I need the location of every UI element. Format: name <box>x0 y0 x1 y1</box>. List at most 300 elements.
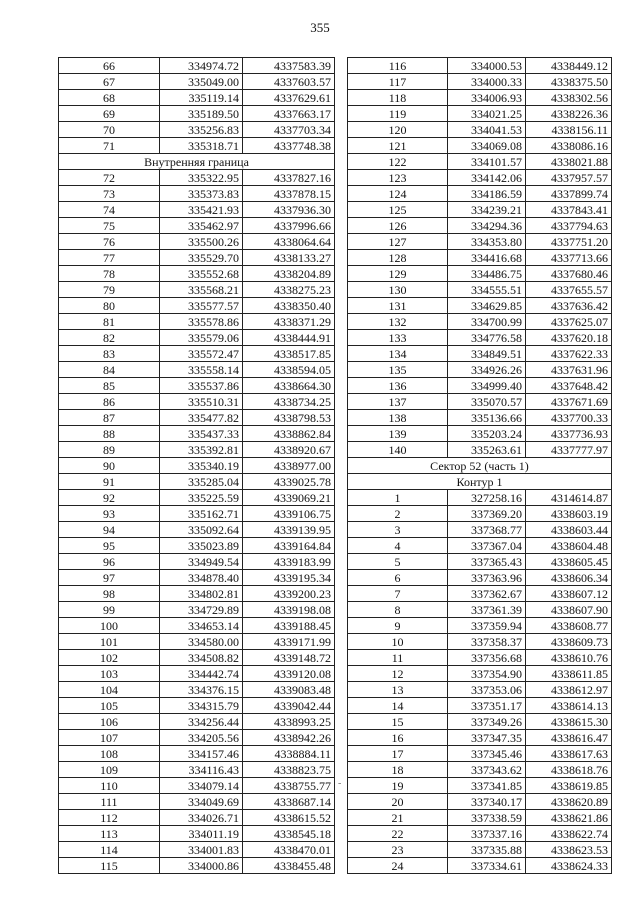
section-title: Внутренняя граница <box>59 154 335 170</box>
point-number-cell: 16 <box>348 730 448 746</box>
y-coordinate-cell: 4337663.17 <box>243 106 335 122</box>
table-row <box>348 522 612 538</box>
point-number-cell: 14 <box>348 698 448 714</box>
x-coordinate-cell: 334653.14 <box>160 618 243 634</box>
table-row <box>59 794 335 810</box>
y-coordinate-cell: 4338624.33 <box>526 858 612 874</box>
y-coordinate-cell: 4338375.50 <box>526 74 612 90</box>
x-coordinate-cell: 334000.86 <box>160 858 243 874</box>
point-number-cell: 109 <box>59 762 160 778</box>
y-coordinate-cell: 4339164.84 <box>243 538 335 554</box>
x-coordinate-cell: 335092.64 <box>160 522 243 538</box>
point-number-cell: 130 <box>348 282 448 298</box>
table-row <box>348 234 612 250</box>
y-coordinate-cell: 4337631.96 <box>526 362 612 378</box>
table-row <box>59 602 335 618</box>
table-row <box>348 170 612 186</box>
table-row <box>59 282 335 298</box>
point-number-cell: 118 <box>348 90 448 106</box>
x-coordinate-cell: 335392.81 <box>160 442 243 458</box>
point-number-cell: 137 <box>348 394 448 410</box>
y-coordinate-cell: 4337583.39 <box>243 58 335 74</box>
y-coordinate-cell: 4338623.53 <box>526 842 612 858</box>
point-number-cell: 119 <box>348 106 448 122</box>
point-number-cell: 73 <box>59 186 160 202</box>
x-coordinate-cell: 334101.57 <box>448 154 526 170</box>
y-coordinate-cell: 4338594.05 <box>243 362 335 378</box>
coordinates-table-left <box>58 57 335 874</box>
point-number-cell: 120 <box>348 122 448 138</box>
point-number-cell: 71 <box>59 138 160 154</box>
x-coordinate-cell: 334294.36 <box>448 218 526 234</box>
x-coordinate-cell: 334442.74 <box>160 666 243 682</box>
y-coordinate-cell: 4339198.08 <box>243 602 335 618</box>
x-coordinate-cell: 337363.96 <box>448 570 526 586</box>
table-row <box>348 634 612 650</box>
x-coordinate-cell: 337351.17 <box>448 698 526 714</box>
table-row <box>59 250 335 266</box>
table-row <box>348 186 612 202</box>
table-row <box>59 810 335 826</box>
y-coordinate-cell: 4337748.38 <box>243 138 335 154</box>
table-row <box>348 666 612 682</box>
point-number-cell: 76 <box>59 234 160 250</box>
y-coordinate-cell: 4339148.72 <box>243 650 335 666</box>
x-coordinate-cell: 334999.40 <box>448 378 526 394</box>
point-number-cell: 85 <box>59 378 160 394</box>
x-coordinate-cell: 337358.37 <box>448 634 526 650</box>
x-coordinate-cell: 337365.43 <box>448 554 526 570</box>
y-coordinate-cell: 4338616.47 <box>526 730 612 746</box>
x-coordinate-cell: 334186.59 <box>448 186 526 202</box>
point-number-cell: 19 <box>348 778 448 794</box>
table-row <box>348 282 612 298</box>
y-coordinate-cell: 4337620.18 <box>526 330 612 346</box>
y-coordinate-cell: 4314614.87 <box>526 490 612 506</box>
y-coordinate-cell: 4338618.76 <box>526 762 612 778</box>
table-row <box>348 298 612 314</box>
x-coordinate-cell: 335572.47 <box>160 346 243 362</box>
y-coordinate-cell: 4338086.16 <box>526 138 612 154</box>
point-number-cell: 70 <box>59 122 160 138</box>
y-coordinate-cell: 4337603.57 <box>243 74 335 90</box>
table-row <box>348 106 612 122</box>
table-row <box>59 202 335 218</box>
point-number-cell: 104 <box>59 682 160 698</box>
x-coordinate-cell: 334006.93 <box>448 90 526 106</box>
table-row <box>348 714 612 730</box>
point-number-cell: 8 <box>348 602 448 618</box>
x-coordinate-cell: 335203.24 <box>448 426 526 442</box>
x-coordinate-cell: 335225.59 <box>160 490 243 506</box>
table-row <box>59 570 335 586</box>
x-coordinate-cell: 335462.97 <box>160 218 243 234</box>
point-number-cell: 6 <box>348 570 448 586</box>
x-coordinate-cell: 334205.56 <box>160 730 243 746</box>
table-row <box>348 602 612 618</box>
y-coordinate-cell: 4337843.41 <box>526 202 612 218</box>
scan-speck: - <box>338 778 342 789</box>
y-coordinate-cell: 4338823.75 <box>243 762 335 778</box>
table-row <box>348 442 612 458</box>
point-number-cell: 133 <box>348 330 448 346</box>
x-coordinate-cell: 335318.71 <box>160 138 243 154</box>
table-row <box>348 554 612 570</box>
x-coordinate-cell: 335049.00 <box>160 74 243 90</box>
y-coordinate-cell: 4338302.56 <box>526 90 612 106</box>
y-coordinate-cell: 4338884.11 <box>243 746 335 762</box>
point-number-cell: 121 <box>348 138 448 154</box>
x-coordinate-cell: 335577.57 <box>160 298 243 314</box>
y-coordinate-cell: 4338226.36 <box>526 106 612 122</box>
y-coordinate-cell: 4339025.78 <box>243 474 335 490</box>
table-row <box>348 650 612 666</box>
y-coordinate-cell: 4339069.21 <box>243 490 335 506</box>
table-row <box>59 554 335 570</box>
x-coordinate-cell: 337349.26 <box>448 714 526 730</box>
table-row <box>348 330 612 346</box>
table-row <box>59 218 335 234</box>
x-coordinate-cell: 337347.35 <box>448 730 526 746</box>
point-number-cell: 92 <box>59 490 160 506</box>
point-number-cell: 131 <box>348 298 448 314</box>
x-coordinate-cell: 335340.19 <box>160 458 243 474</box>
y-coordinate-cell: 4338603.19 <box>526 506 612 522</box>
x-coordinate-cell: 335578.86 <box>160 314 243 330</box>
y-coordinate-cell: 4338942.26 <box>243 730 335 746</box>
section-header-row <box>348 458 612 474</box>
x-coordinate-cell: 334878.40 <box>160 570 243 586</box>
point-number-cell: 124 <box>348 186 448 202</box>
y-coordinate-cell: 4337899.74 <box>526 186 612 202</box>
y-coordinate-cell: 4339188.45 <box>243 618 335 634</box>
table-row <box>59 586 335 602</box>
table-row <box>59 298 335 314</box>
x-coordinate-cell: 334142.06 <box>448 170 526 186</box>
table-row <box>348 698 612 714</box>
x-coordinate-cell: 337354.90 <box>448 666 526 682</box>
y-coordinate-cell: 4338620.89 <box>526 794 612 810</box>
x-coordinate-cell: 334486.75 <box>448 266 526 282</box>
y-coordinate-cell: 4338350.40 <box>243 298 335 314</box>
y-coordinate-cell: 4338664.30 <box>243 378 335 394</box>
x-coordinate-cell: 334776.58 <box>448 330 526 346</box>
x-coordinate-cell: 334555.51 <box>448 282 526 298</box>
point-number-cell: 82 <box>59 330 160 346</box>
x-coordinate-cell: 335579.06 <box>160 330 243 346</box>
y-coordinate-cell: 4338622.74 <box>526 826 612 842</box>
table-row <box>348 842 612 858</box>
y-coordinate-cell: 4337703.34 <box>243 122 335 138</box>
x-coordinate-cell: 337345.46 <box>448 746 526 762</box>
table-row <box>348 90 612 106</box>
section-title: Контур 1 <box>348 474 612 490</box>
table-row <box>348 858 612 874</box>
point-number-cell: 69 <box>59 106 160 122</box>
table-row <box>348 74 612 90</box>
y-coordinate-cell: 4338993.25 <box>243 714 335 730</box>
section-header-row <box>348 474 612 490</box>
point-number-cell: 93 <box>59 506 160 522</box>
x-coordinate-cell: 335256.83 <box>160 122 243 138</box>
table-row <box>59 426 335 442</box>
point-number-cell: 67 <box>59 74 160 90</box>
y-coordinate-cell: 4339183.99 <box>243 554 335 570</box>
table-row <box>59 858 335 874</box>
point-number-cell: 126 <box>348 218 448 234</box>
point-number-cell: 13 <box>348 682 448 698</box>
y-coordinate-cell: 4338517.85 <box>243 346 335 362</box>
x-coordinate-cell: 337343.62 <box>448 762 526 778</box>
point-number-cell: 139 <box>348 426 448 442</box>
x-coordinate-cell: 334802.81 <box>160 586 243 602</box>
point-number-cell: 23 <box>348 842 448 858</box>
x-coordinate-cell: 334580.00 <box>160 634 243 650</box>
x-coordinate-cell: 327258.16 <box>448 490 526 506</box>
point-number-cell: 84 <box>59 362 160 378</box>
point-number-cell: 98 <box>59 586 160 602</box>
table-row <box>59 138 335 154</box>
y-coordinate-cell: 4338605.45 <box>526 554 612 570</box>
point-number-cell: 96 <box>59 554 160 570</box>
x-coordinate-cell: 334508.82 <box>160 650 243 666</box>
point-number-cell: 94 <box>59 522 160 538</box>
point-number-cell: 87 <box>59 410 160 426</box>
point-number-cell: 102 <box>59 650 160 666</box>
x-coordinate-cell: 335421.93 <box>160 202 243 218</box>
y-coordinate-cell: 4339200.23 <box>243 586 335 602</box>
x-coordinate-cell: 334353.80 <box>448 234 526 250</box>
table-row <box>59 170 335 186</box>
point-number-cell: 72 <box>59 170 160 186</box>
x-coordinate-cell: 337361.39 <box>448 602 526 618</box>
y-coordinate-cell: 4338607.12 <box>526 586 612 602</box>
x-coordinate-cell: 337334.61 <box>448 858 526 874</box>
point-number-cell: 132 <box>348 314 448 330</box>
x-coordinate-cell: 335552.68 <box>160 266 243 282</box>
y-coordinate-cell: 4338371.29 <box>243 314 335 330</box>
x-coordinate-cell: 334700.99 <box>448 314 526 330</box>
table-row <box>348 794 612 810</box>
x-coordinate-cell: 335285.04 <box>160 474 243 490</box>
table-row <box>59 74 335 90</box>
point-number-cell: 101 <box>59 634 160 650</box>
point-number-cell: 12 <box>348 666 448 682</box>
x-coordinate-cell: 334049.69 <box>160 794 243 810</box>
y-coordinate-cell: 4339139.95 <box>243 522 335 538</box>
x-coordinate-cell: 337356.68 <box>448 650 526 666</box>
table-row <box>348 362 612 378</box>
x-coordinate-cell: 337353.06 <box>448 682 526 698</box>
table-row <box>59 650 335 666</box>
point-number-cell: 140 <box>348 442 448 458</box>
point-number-cell: 17 <box>348 746 448 762</box>
point-number-cell: 110 <box>59 778 160 794</box>
table-row <box>348 762 612 778</box>
table-row <box>59 410 335 426</box>
x-coordinate-cell: 334000.33 <box>448 74 526 90</box>
y-coordinate-cell: 4338619.85 <box>526 778 612 794</box>
y-coordinate-cell: 4338977.00 <box>243 458 335 474</box>
table-row <box>348 778 612 794</box>
table-row <box>59 122 335 138</box>
x-coordinate-cell: 334926.26 <box>448 362 526 378</box>
table-row <box>59 538 335 554</box>
y-coordinate-cell: 4338021.88 <box>526 154 612 170</box>
table-row <box>59 522 335 538</box>
x-coordinate-cell: 334069.08 <box>448 138 526 154</box>
x-coordinate-cell: 334116.43 <box>160 762 243 778</box>
x-coordinate-cell: 335070.57 <box>448 394 526 410</box>
table-row <box>348 570 612 586</box>
x-coordinate-cell: 334021.25 <box>448 106 526 122</box>
table-row <box>348 202 612 218</box>
y-coordinate-cell: 4338064.64 <box>243 234 335 250</box>
x-coordinate-cell: 337335.88 <box>448 842 526 858</box>
x-coordinate-cell: 334729.89 <box>160 602 243 618</box>
point-number-cell: 77 <box>59 250 160 266</box>
point-number-cell: 86 <box>59 394 160 410</box>
point-number-cell: 91 <box>59 474 160 490</box>
point-number-cell: 20 <box>348 794 448 810</box>
y-coordinate-cell: 4338617.63 <box>526 746 612 762</box>
table-row <box>348 250 612 266</box>
table-row <box>348 618 612 634</box>
y-coordinate-cell: 4337625.07 <box>526 314 612 330</box>
x-coordinate-cell: 335510.31 <box>160 394 243 410</box>
table-row <box>59 714 335 730</box>
point-number-cell: 136 <box>348 378 448 394</box>
x-coordinate-cell: 334974.72 <box>160 58 243 74</box>
x-coordinate-cell: 334041.53 <box>448 122 526 138</box>
x-coordinate-cell: 335500.26 <box>160 234 243 250</box>
table-row <box>59 826 335 842</box>
point-number-cell: 79 <box>59 282 160 298</box>
point-number-cell: 105 <box>59 698 160 714</box>
x-coordinate-cell: 337369.20 <box>448 506 526 522</box>
y-coordinate-cell: 4338920.67 <box>243 442 335 458</box>
point-number-cell: 103 <box>59 666 160 682</box>
y-coordinate-cell: 4337777.97 <box>526 442 612 458</box>
table-row <box>348 346 612 362</box>
point-number-cell: 9 <box>348 618 448 634</box>
point-number-cell: 138 <box>348 410 448 426</box>
table-row <box>59 442 335 458</box>
point-number-cell: 5 <box>348 554 448 570</box>
y-coordinate-cell: 4338614.13 <box>526 698 612 714</box>
table-row <box>348 378 612 394</box>
point-number-cell: 129 <box>348 266 448 282</box>
y-coordinate-cell: 4337636.42 <box>526 298 612 314</box>
table-row <box>59 490 335 506</box>
point-number-cell: 15 <box>348 714 448 730</box>
point-number-cell: 21 <box>348 810 448 826</box>
x-coordinate-cell: 337362.67 <box>448 586 526 602</box>
point-number-cell: 66 <box>59 58 160 74</box>
y-coordinate-cell: 4338449.12 <box>526 58 612 74</box>
x-coordinate-cell: 334629.85 <box>448 298 526 314</box>
table-row <box>348 394 612 410</box>
y-coordinate-cell: 4339106.75 <box>243 506 335 522</box>
point-number-cell: 95 <box>59 538 160 554</box>
x-coordinate-cell: 334157.46 <box>160 746 243 762</box>
x-coordinate-cell: 334315.79 <box>160 698 243 714</box>
section-title: Сектор 52 (часть 1) <box>348 458 612 474</box>
y-coordinate-cell: 4337827.16 <box>243 170 335 186</box>
x-coordinate-cell: 335162.71 <box>160 506 243 522</box>
y-coordinate-cell: 4338133.27 <box>243 250 335 266</box>
y-coordinate-cell: 4338611.85 <box>526 666 612 682</box>
y-coordinate-cell: 4338612.97 <box>526 682 612 698</box>
point-number-cell: 11 <box>348 650 448 666</box>
point-number-cell: 68 <box>59 90 160 106</box>
y-coordinate-cell: 4338862.84 <box>243 426 335 442</box>
table-row <box>348 586 612 602</box>
y-coordinate-cell: 4337648.42 <box>526 378 612 394</box>
table-row <box>59 378 335 394</box>
table-row <box>59 58 335 74</box>
table-row <box>59 762 335 778</box>
x-coordinate-cell: 335136.66 <box>448 410 526 426</box>
table-row <box>59 458 335 474</box>
y-coordinate-cell: 4337751.20 <box>526 234 612 250</box>
table-row <box>59 362 335 378</box>
x-coordinate-cell: 334239.21 <box>448 202 526 218</box>
x-coordinate-cell: 335023.89 <box>160 538 243 554</box>
y-coordinate-cell: 4337671.69 <box>526 394 612 410</box>
point-number-cell: 100 <box>59 618 160 634</box>
x-coordinate-cell: 335263.61 <box>448 442 526 458</box>
x-coordinate-cell: 334000.53 <box>448 58 526 74</box>
x-coordinate-cell: 335529.70 <box>160 250 243 266</box>
y-coordinate-cell: 4338755.77 <box>243 778 335 794</box>
point-number-cell: 7 <box>348 586 448 602</box>
point-number-cell: 90 <box>59 458 160 474</box>
y-coordinate-cell: 4338615.30 <box>526 714 612 730</box>
point-number-cell: 10 <box>348 634 448 650</box>
x-coordinate-cell: 335119.14 <box>160 90 243 106</box>
point-number-cell: 75 <box>59 218 160 234</box>
coordinates-table-right <box>347 57 612 874</box>
y-coordinate-cell: 4338204.89 <box>243 266 335 282</box>
point-number-cell: 83 <box>59 346 160 362</box>
point-number-cell: 123 <box>348 170 448 186</box>
point-number-cell: 106 <box>59 714 160 730</box>
y-coordinate-cell: 4338275.23 <box>243 282 335 298</box>
y-coordinate-cell: 4337622.33 <box>526 346 612 362</box>
y-coordinate-cell: 4339195.34 <box>243 570 335 586</box>
y-coordinate-cell: 4339083.48 <box>243 682 335 698</box>
y-coordinate-cell: 4337700.33 <box>526 410 612 426</box>
point-number-cell: 112 <box>59 810 160 826</box>
point-number-cell: 117 <box>348 74 448 90</box>
y-coordinate-cell: 4337629.61 <box>243 90 335 106</box>
x-coordinate-cell: 337337.16 <box>448 826 526 842</box>
x-coordinate-cell: 334376.15 <box>160 682 243 698</box>
point-number-cell: 1 <box>348 490 448 506</box>
x-coordinate-cell: 334256.44 <box>160 714 243 730</box>
table-row <box>59 186 335 202</box>
point-number-cell: 135 <box>348 362 448 378</box>
x-coordinate-cell: 337338.59 <box>448 810 526 826</box>
table-row <box>348 410 612 426</box>
y-coordinate-cell: 4338798.53 <box>243 410 335 426</box>
point-number-cell: 97 <box>59 570 160 586</box>
x-coordinate-cell: 337368.77 <box>448 522 526 538</box>
y-coordinate-cell: 4337957.57 <box>526 170 612 186</box>
x-coordinate-cell: 334079.14 <box>160 778 243 794</box>
point-number-cell: 89 <box>59 442 160 458</box>
